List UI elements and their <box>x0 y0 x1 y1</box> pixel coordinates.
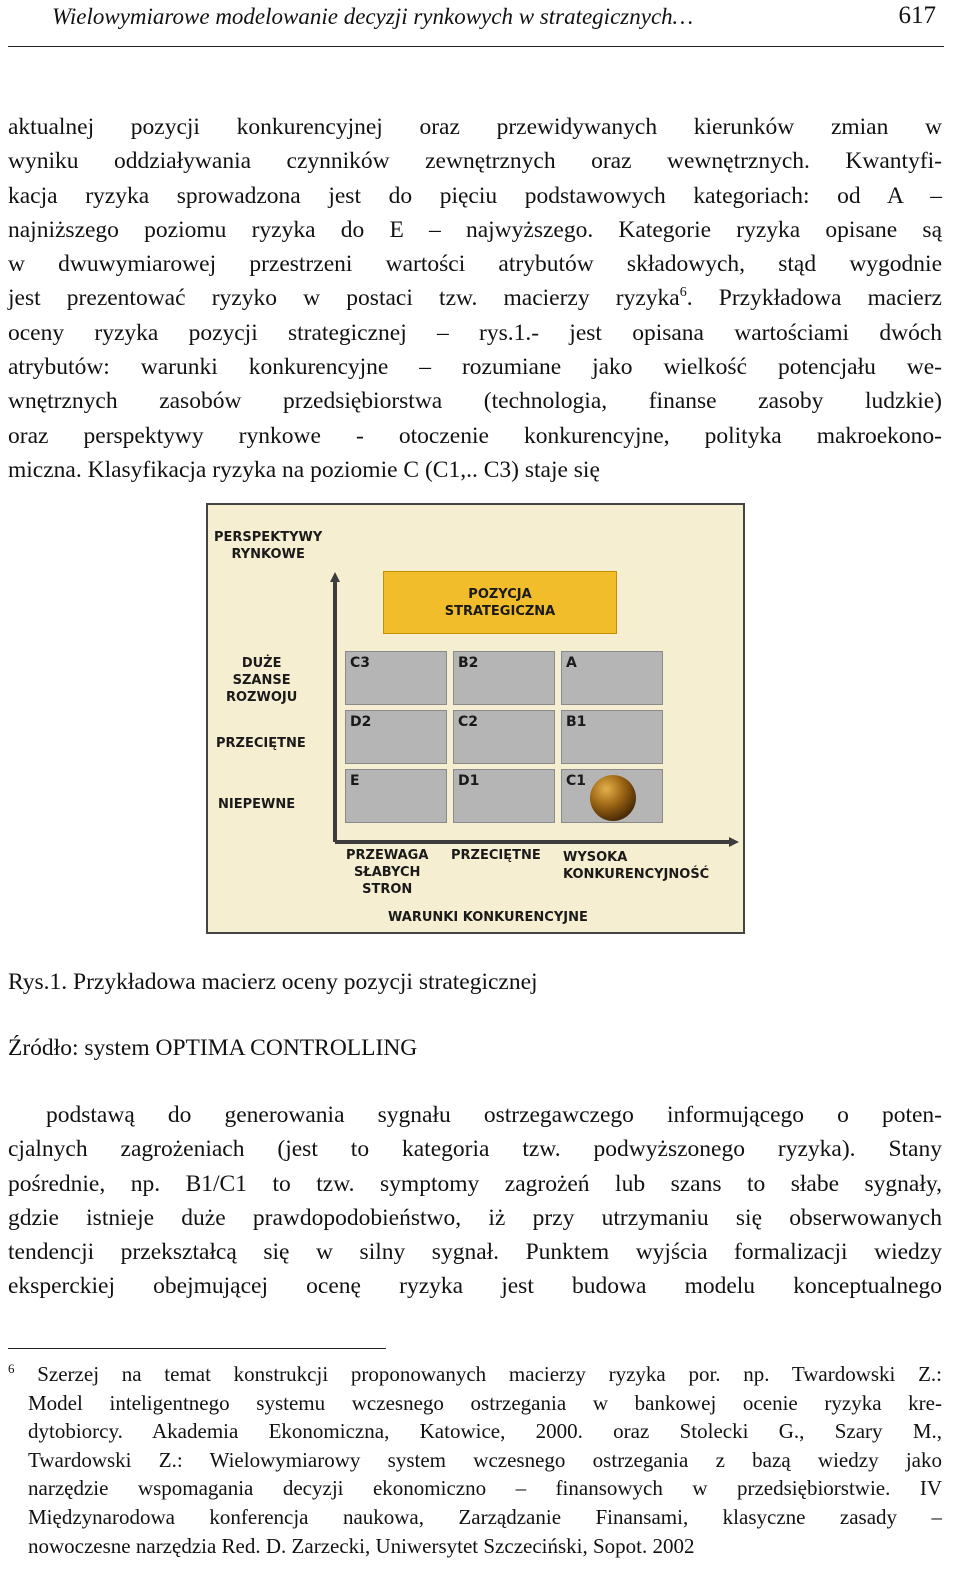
footnote-line <box>8 1360 942 1389</box>
footnote-line: Międzynarodowa konferencja naukowa, Zarządzanie Finansami, klasyczne zasady – <box>28 1504 942 1529</box>
cell-label: B2 <box>458 655 479 671</box>
figure-caption: Rys.1. Przykładowa macierz oceny pozycji strategicznej <box>8 969 538 995</box>
running-header <box>8 0 944 47</box>
cell-label: A <box>566 655 577 671</box>
cell-label: E <box>350 773 360 789</box>
footnote-line: dytobiorcy. Akademia Ekonomiczna, Katowice, 2000. oraz Stolecki G., Szary M., <box>28 1419 942 1444</box>
col-label-line: SŁABYCH <box>354 865 421 880</box>
matrix-cell <box>345 710 447 764</box>
matrix-cell <box>453 769 555 823</box>
col-label-line: KONKURENCYJNOŚĆ <box>563 867 710 882</box>
footnote-line: nowoczesne narzędzia Red. D. Zarzecki, Uniwersytet Szczeciński, Sopot. 2002 <box>28 1533 695 1558</box>
figure-source: Źródło: system OPTIMA CONTROLLING <box>8 1035 418 1061</box>
x-axis-title: WARUNKI KONKURENCYJNE <box>388 910 588 925</box>
footnote-line: Twardowski Z.: Wielowymiarowy system wczesnego ostrzegania z bazą wiedzy jako <box>28 1447 942 1472</box>
row-label-top <box>226 655 297 706</box>
text-line: podstawą do generowania sygnału ostrzegawczego informującego o poten- <box>46 1102 942 1128</box>
y-axis-title-line: RYNKOWE <box>231 547 305 562</box>
text-line: wyniku oddziaływania czynników zewnętrznych oraz wewnętrznych. Kwantyfi- <box>8 148 942 175</box>
position-marker <box>590 775 636 821</box>
matrix-cell <box>561 651 663 705</box>
cell-label: C2 <box>458 714 479 730</box>
text-line: gdzie istnieje duże prawdopodobieństwo, iż przy utrzymaniu się obserwowanych <box>8 1204 942 1231</box>
running-title: Wielowymiarowe modelowanie decyzji rynkowych w strategicznych… <box>52 4 694 29</box>
text-line: najniższego poziomu ryzyka do E – najwyższego. Kategorie ryzyka opisane są <box>8 216 942 243</box>
text-line-part: . Przykładowa macierz <box>686 285 942 312</box>
text-line: miczna. Klasyfikacja ryzyka na poziomie C (C1,.. C3) staje się <box>8 456 600 483</box>
strategic-position-box <box>383 571 617 634</box>
text-line: kacja ryzyka sprowadzona jest do pięciu podstawowych kategoriach: od A – <box>8 182 942 209</box>
text-line: cjalnych zagrożeniach (jest to kategoria tzw. podwyższonego ryzyka). Stany <box>8 1136 942 1163</box>
text-line <box>8 281 942 315</box>
col-label-middle: PRZECIĘTNE <box>451 848 541 863</box>
paragraph-1 <box>8 110 942 487</box>
text-line-part: jest prezentować ryzyko w postaci tzw. macierzy ryzyka <box>8 285 680 312</box>
row-label-line: SZANSE <box>232 673 291 688</box>
matrix-cell <box>453 710 555 764</box>
matrix-cell <box>561 710 663 764</box>
footnote-line: Model inteligentnego systemu wczesnego ostrzegania w bankowej ocenie ryzyka kre- <box>28 1390 942 1415</box>
footnote-line: narzędzie wspomagania decyzji ekonomiczno – finansowych w przedsiębiorstwie. IV <box>28 1476 942 1501</box>
text-line: w dwuwymiarowej przestrzeni wartości atrybutów składowych, stąd wygodnie <box>8 251 942 278</box>
col-label-left <box>346 847 428 898</box>
position-box-line: POZYCJA <box>468 587 532 602</box>
paragraph-2 <box>8 1098 942 1304</box>
text-line: aktualnej pozycji konkurencyjnej oraz przewidywanych kierunków zmian w <box>8 114 942 140</box>
y-axis-title <box>214 529 322 563</box>
footnote-reference: 6 <box>679 285 687 301</box>
text-line: eksperckiej obejmującej ocenę ryzyka jest budowa modelu konceptualnego <box>8 1273 942 1300</box>
text-line: wnętrznych zasobów przedsiębiorstwa (technologia, finanse zasoby ludzkie) <box>8 388 942 415</box>
matrix-cell <box>345 769 447 823</box>
matrix-cell <box>345 651 447 705</box>
footnote-text: Szerzej na temat konstrukcji proponowanych macierzy ryzyka por. np. Twardowski Z.: <box>37 1362 942 1386</box>
col-label-line: PRZEWAGA <box>346 848 429 863</box>
cell-label: B1 <box>566 714 587 730</box>
text-line: atrybutów: warunki konkurencyjne – rozumiane jako wielkość potencjału we- <box>8 354 942 381</box>
cell-label: D2 <box>350 714 372 730</box>
col-label-line: STRON <box>362 882 413 897</box>
cell-label: D1 <box>458 773 480 789</box>
footnote-rule <box>8 1348 386 1349</box>
text-line: oceny ryzyka pozycji strategicznej – rys.1.- jest opisana wartościami dwóch <box>8 319 942 346</box>
text-line: tendencji przekształcą się w silny sygnał. Punktem wyjścia formalizacji wiedzy <box>8 1239 942 1266</box>
footnote-number: 6 <box>8 1361 15 1376</box>
row-label-bottom: NIEPEWNE <box>218 797 296 812</box>
col-label-line: WYSOKA <box>563 850 628 865</box>
page-number: 617 <box>898 2 936 29</box>
cell-label: C1 <box>566 773 587 789</box>
text-line: pośrednie, np. B1/C1 to tzw. symptomy zagrożeń lub szans to słabe sygnały, <box>8 1170 942 1197</box>
row-label-line: ROZWOJU <box>226 690 298 705</box>
matrix-cell <box>453 651 555 705</box>
footnote <box>8 1360 942 1560</box>
risk-matrix-figure <box>206 503 745 934</box>
y-axis-title-line: PERSPEKTYWY <box>214 530 323 545</box>
col-label-right <box>563 849 709 883</box>
position-box-line: STRATEGICZNA <box>444 604 556 619</box>
text-line: oraz perspektywy rynkowe - otoczenie konkurencyjne, polityka makroekono- <box>8 422 942 449</box>
cell-label: C3 <box>350 655 371 671</box>
row-label-line: DUŻE <box>241 656 282 671</box>
row-label-middle: PRZECIĘTNE <box>216 736 306 751</box>
